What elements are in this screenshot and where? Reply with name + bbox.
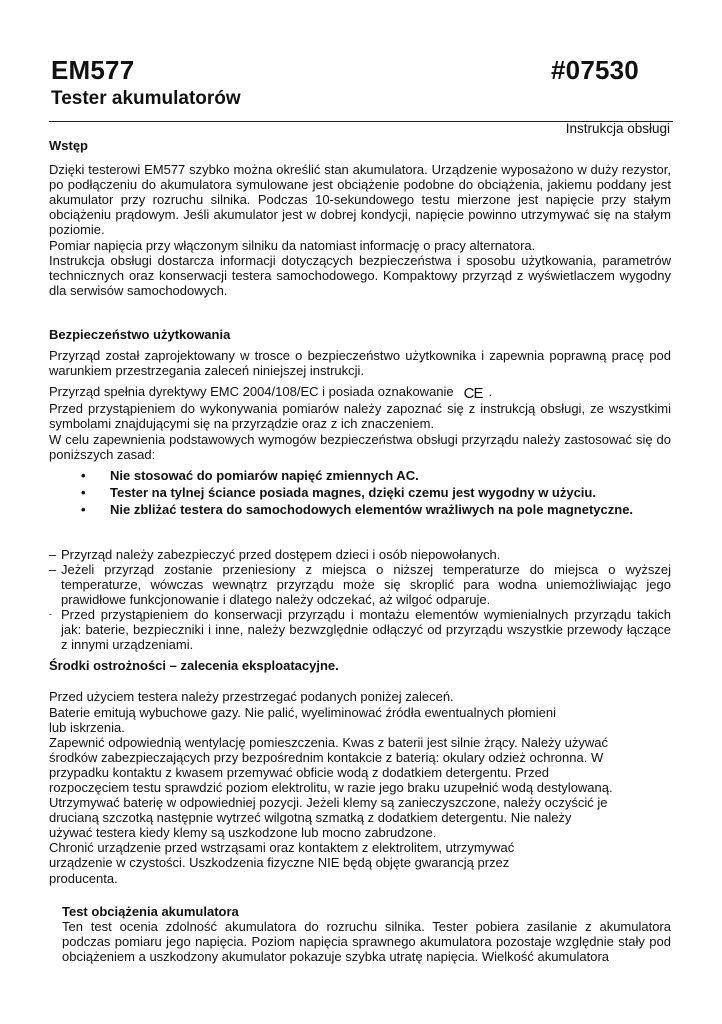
product-subtitle: Tester akumulatorów — [51, 88, 241, 109]
safety-paragraph-2 — [49, 384, 671, 401]
manual-label: Instrukcja obsługi — [565, 121, 670, 136]
safety-bullet-list — [49, 467, 671, 518]
safety-paragraph-4: W celu zapewnienia podstawowych wymogów bezpieczeństwa obsługi przyrządu należy zastosować się do poniższych zasad: — [49, 431, 671, 462]
dash-text: Przed przystąpieniem do konserwacji przyrządu i montażu elementów wymienialnych przyrządu takich jak: baterie, bezpieczniki i inne, należy bezwzględnie odłączyć od przyrządu wszystkie przewody łączące z innymi urządzeniami. — [61, 607, 671, 653]
safety-dash-list — [49, 547, 671, 653]
dash-text: Przyrząd należy zabezpieczyć przed dostępem dzieci i osób niepowołanych. — [61, 546, 501, 562]
safety-paragraph-2-text: Przyrząd spełnia dyrektywy EMC 2004/108/EC i posiada oznakowanie — [49, 384, 454, 400]
text-line: Utrzymywać baterię w odpowiedniej pozycji. Jeżeli klemy są zanieczyszczone, należy oczyścić je — [49, 795, 608, 811]
list-item — [49, 607, 671, 652]
dash-icon: - — [49, 609, 52, 620]
intro-paragraph-3: Instrukcja obsługi dostarcza informacji dotyczących bezpieczeństwa i sposobu użytkowania, parametrów technicznych oraz konserwacji testera samochodowego. Kompaktowy przyrząd z wyświetlaczem wygodny dla serwisów samochodowych. — [49, 252, 671, 298]
list-item — [49, 547, 671, 562]
text-line: środków zabezpieczających przy bezpośrednim kontakcie z baterią: okulary odzież ochronna. W — [49, 749, 604, 765]
bullet-text: Nie stosować do pomiarów napięć zmiennych AC. — [110, 467, 419, 483]
load-test-section — [49, 904, 671, 964]
product-code: #07530 — [551, 55, 639, 85]
safety-heading: Bezpieczeństwo użytkowania — [49, 326, 231, 342]
dash-icon: – — [49, 561, 57, 577]
safety-paragraph-2-end: . — [488, 384, 493, 400]
product-model: EM577 — [51, 55, 135, 85]
list-item — [49, 562, 671, 607]
document-body — [49, 138, 671, 964]
bullet-icon: • — [81, 484, 86, 500]
dash-icon: – — [49, 546, 57, 562]
text-line: urządzenie w czystości. Uszkodzenia fizyczne NIE będą objęte gwarancją przez — [49, 855, 510, 871]
bullet-text: Tester na tylnej ściance posiada magnes, dzięki czemu jest wygodny w użyciu. — [110, 484, 596, 500]
text-line: lub iskrzenia. — [49, 719, 125, 735]
text-line: Zapewnić odpowiednią wentylację pomieszczenia. Kwas z baterii jest silnie żrący. Należy używać — [49, 734, 609, 750]
list-item — [49, 467, 671, 484]
intro-paragraph-1: Dzięki testerowi EM577 szybko można określić stan akumulatora. Urządzenie wyposażono w duży rezystor, po podłączeniu do akumulatora symulowane jest obciążenie podobne do obciążenia, jakiemu poddany jest akumulator przy rozruchu silnika. Podczas 10-sekundowego testu mierzone jest napięcie przy stałym obciążeniu prądowym. Jeśli akumulator jest w dobrej kondycji, napięcie powinno utrzymywać się na stałym poziomie. — [49, 162, 671, 238]
text-line: rozpoczęciem testu sprawdzić poziom elektrolitu, w razie jego braku uzupełnić wodą destylowaną. — [49, 780, 613, 795]
precautions-heading: Środki ostrożności – zalecenia eksploatacyjne. — [49, 658, 339, 674]
list-item — [49, 501, 671, 518]
bullet-icon: • — [81, 467, 86, 483]
text-line: Chronić urządzenie przed wstrząsami oraz kontaktem z elektrolitem, utrzymywać — [49, 840, 515, 856]
bullet-icon: • — [81, 501, 86, 517]
text-line: przypadku kontaktu z kwasem przemywać obficie wodą z dodatkiem detergentu. Przed — [49, 764, 550, 780]
text-line: Baterie emitują wybuchowe gazy. Nie palić, wyeliminować źródła ewentualnych płomieni — [49, 704, 556, 720]
text-line: używać testera kiedy klemy są uszkodzone lub mocno zabrudzone. — [49, 825, 437, 841]
ce-mark-icon: CE — [463, 385, 483, 403]
load-test-paragraph: Ten test ocenia zdolność akumulatora do rozruchu silnika. Tester pobiera zasilanie z akumulatora podczas pomiaru jego napięcia. Poziom napięcia sprawnego akumulatora pozostaje względnie stały pod obciążeniem a uszkodzony akumulator pokazuje szybka utratę napięcia. Wielkość akumulatora — [62, 918, 671, 964]
bullet-text: Nie zbliżać testera do samochodowych elementów wrażliwych na pole magnetyczne. — [110, 501, 634, 517]
safety-paragraph-3: Przed przystąpieniem do wykonywania pomiarów należy zapoznać się z instrukcją obsługi, ze wszystkimi symbolami znajdującymi się na przyrządzie oraz z ich znaczeniem. — [49, 401, 671, 432]
intro-paragraph-2: Pomiar napięcia przy włączonym silniku da natomiast informację o pracy alternatora. — [49, 237, 536, 253]
intro-heading: Wstęp — [49, 138, 88, 153]
text-line: producenta. — [49, 870, 118, 886]
safety-paragraph-1: Przyrząd został zaprojektowany w trosce o bezpieczeństwo użytkownika i zapewnia poprawną pracę pod warunkiem przestrzegania zaleceń niniejszej instrukcji. — [49, 348, 671, 379]
load-test-heading: Test obciążenia akumulatora — [62, 903, 239, 919]
precautions-text — [49, 689, 671, 885]
list-item — [49, 484, 671, 501]
text-line: Przed użyciem testera należy przestrzegać podanych poniżej zaleceń. — [49, 689, 454, 705]
dash-text: Jeżeli przyrząd zostanie przeniesiony z miejsca o niższej temperaturze do miejsca o wyższej temperaturze, wówczas wewnątrz przyrządu może się skroplić para wodna uniemożliwiając jego prawidłowe funkcjonowanie i dlatego należy odczekać, aż wilgoć odparuje. — [61, 561, 671, 607]
text-line: drucianą szczotką następnie wytrzeć wilgotną szmatką z dodatkiem detergentu. Nie należy — [49, 810, 572, 826]
